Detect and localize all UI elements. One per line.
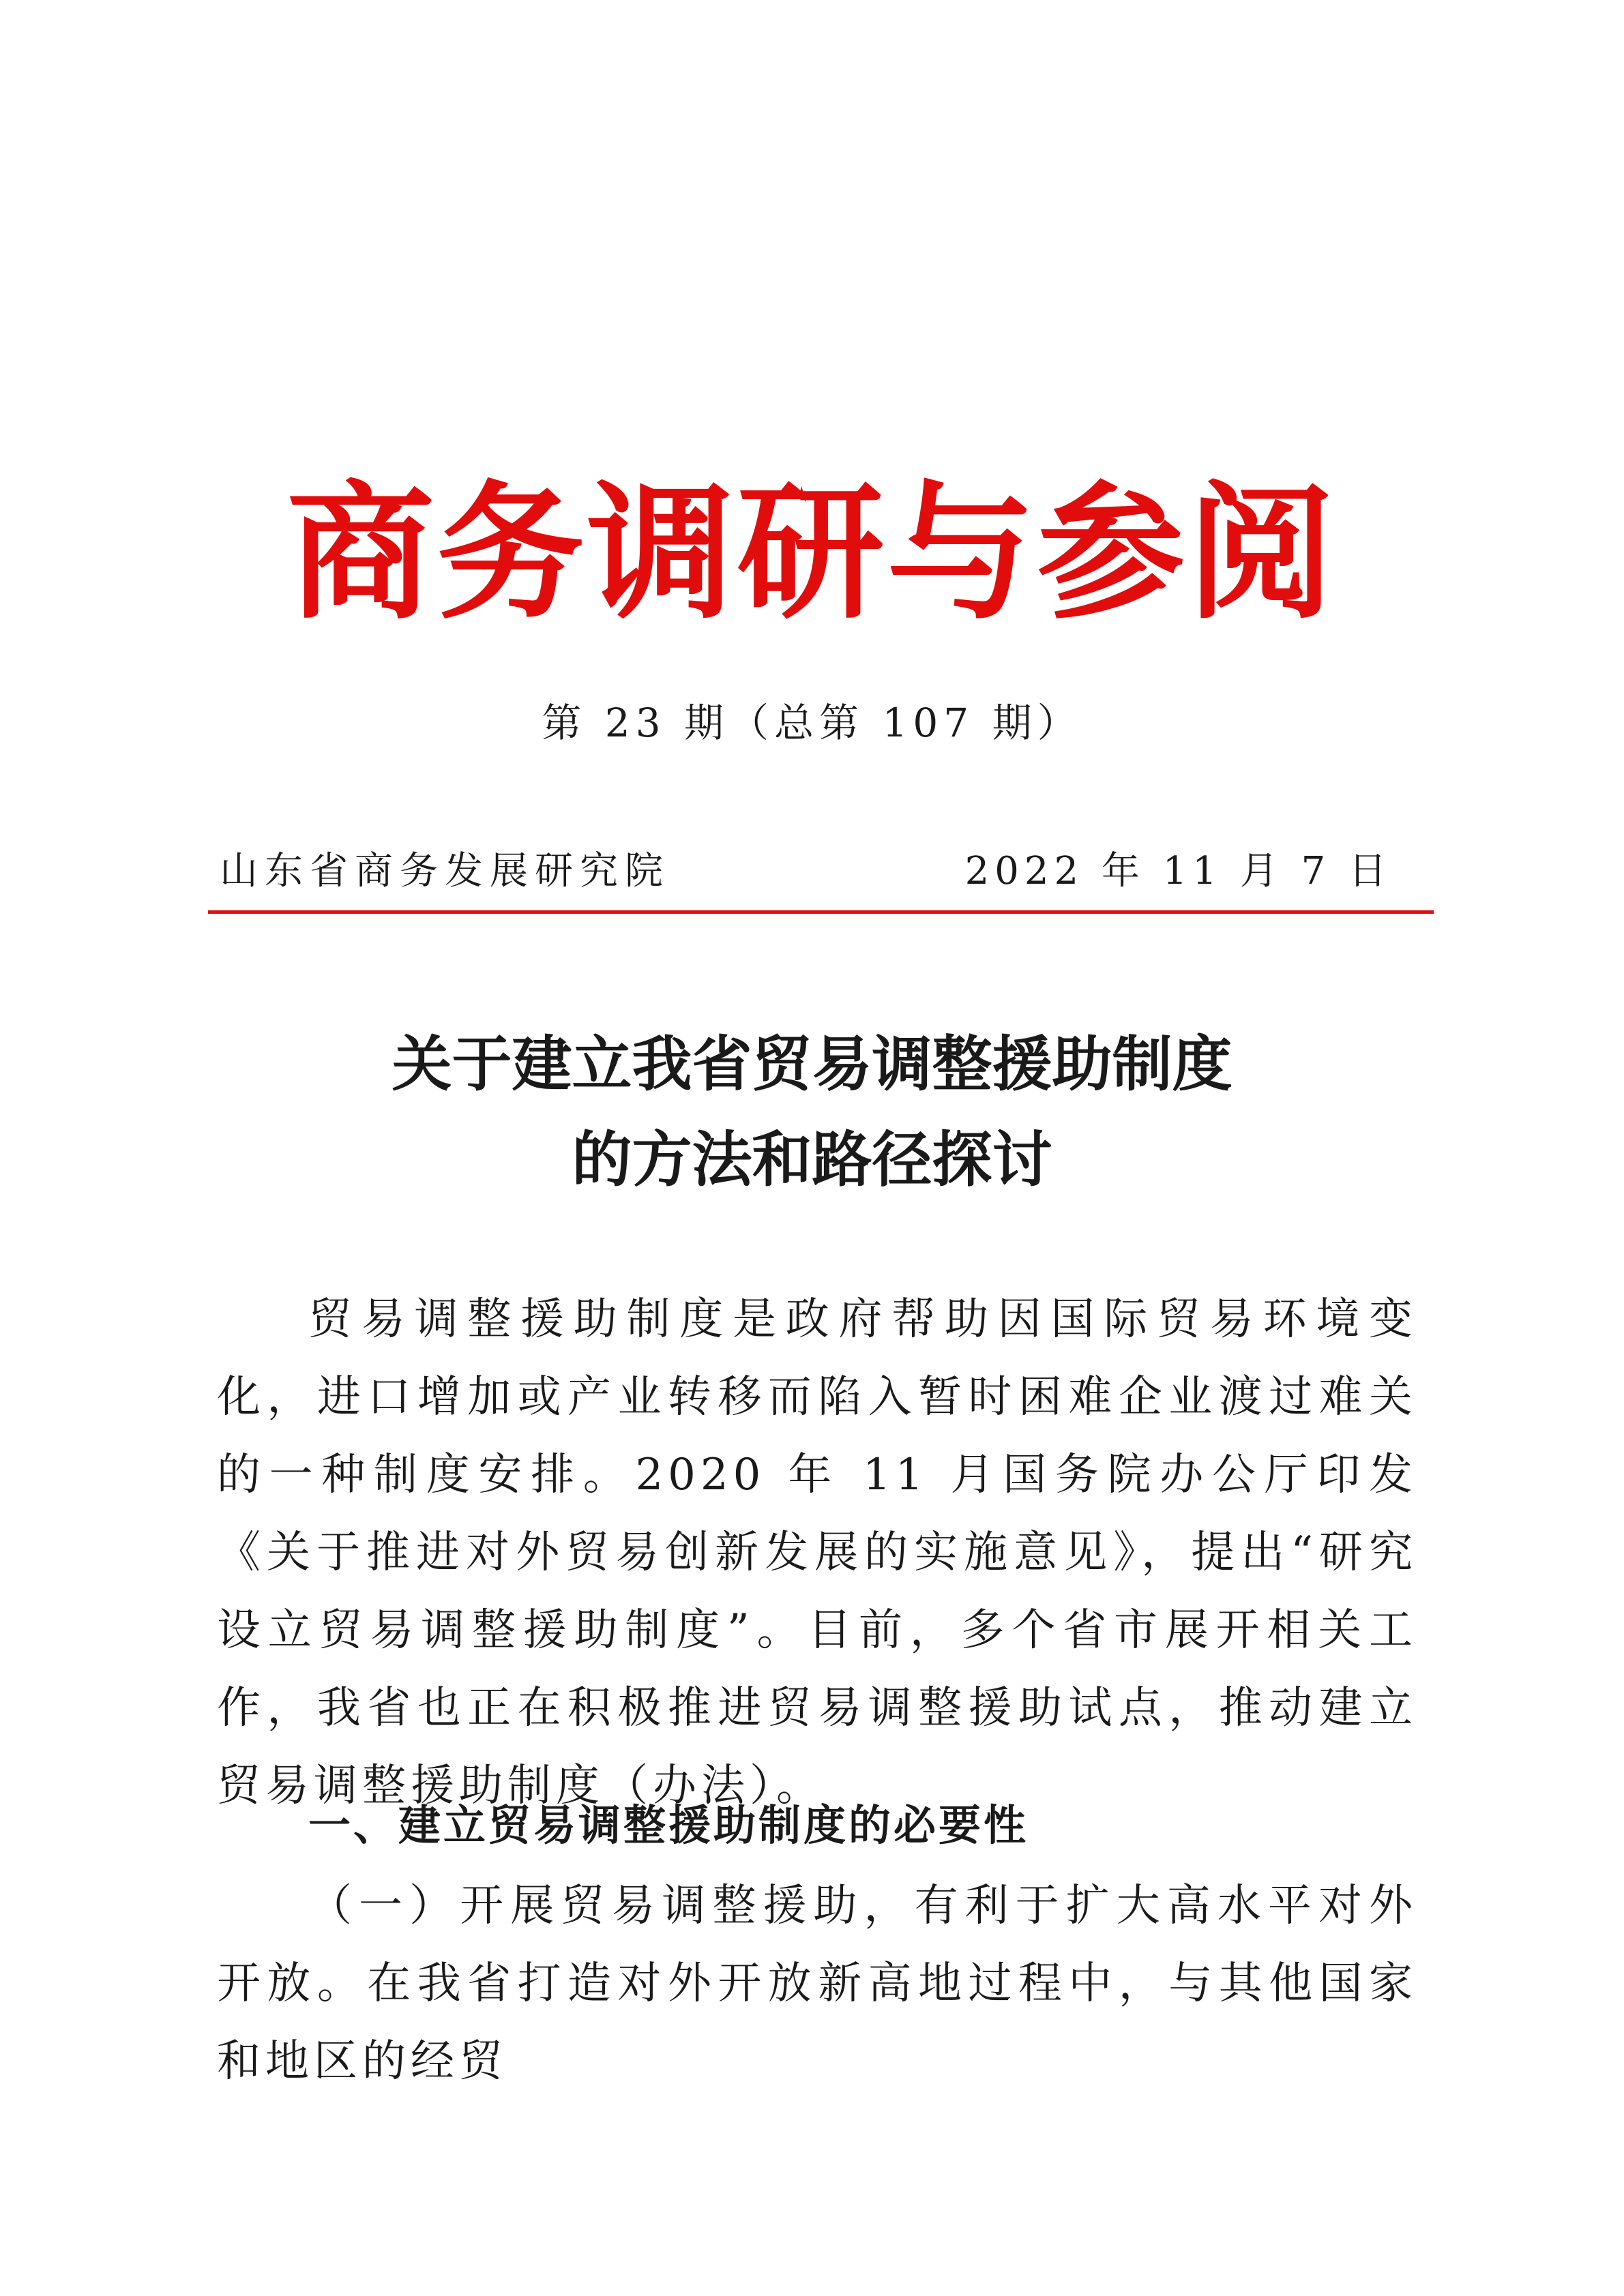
publication-date: 2022 年 11 月 7 日 — [964, 849, 1392, 893]
red-divider-rule — [208, 910, 1434, 914]
section-heading-1: 一、建立贸易调整援助制度的必要性 — [308, 1800, 1029, 1850]
article-title-line-1: 关于建立我省贸易调整援助制度 — [392, 1028, 1232, 1099]
intro-paragraph: 贸易调整援助制度是政府帮助因国际贸易环境变化，进口增加或产业转移而陷入暂时困难企业渡过难关的一种制度安排。2020 年 11 月国务院办公厅印发《关于推进对外贸易创新发展的实施意见》，提出“研究设立贸易调整援助制度”。目前，多个省市展开相关工作，我省也正在积极推进贸易调整援助试点，推动建立贸易调整援助制度（办法）。 — [217, 1294, 1417, 1811]
masthead-title: 商务调研与参阅 — [286, 466, 1338, 639]
subsection-paragraph-1: （一）开展贸易调整援助，有利于扩大高水平对外开放。在我省打造对外开放新高地过程中，与其他国家和地区的经贸 — [217, 1881, 1417, 2087]
article-title-line-2: 的方法和路径探讨 — [572, 1124, 1052, 1195]
article-title — [0, 1016, 1624, 1207]
issue-number: 第 23 期（总第 107 期） — [542, 700, 1082, 746]
publisher-organization: 山东省商务发展研究院 — [220, 849, 670, 893]
